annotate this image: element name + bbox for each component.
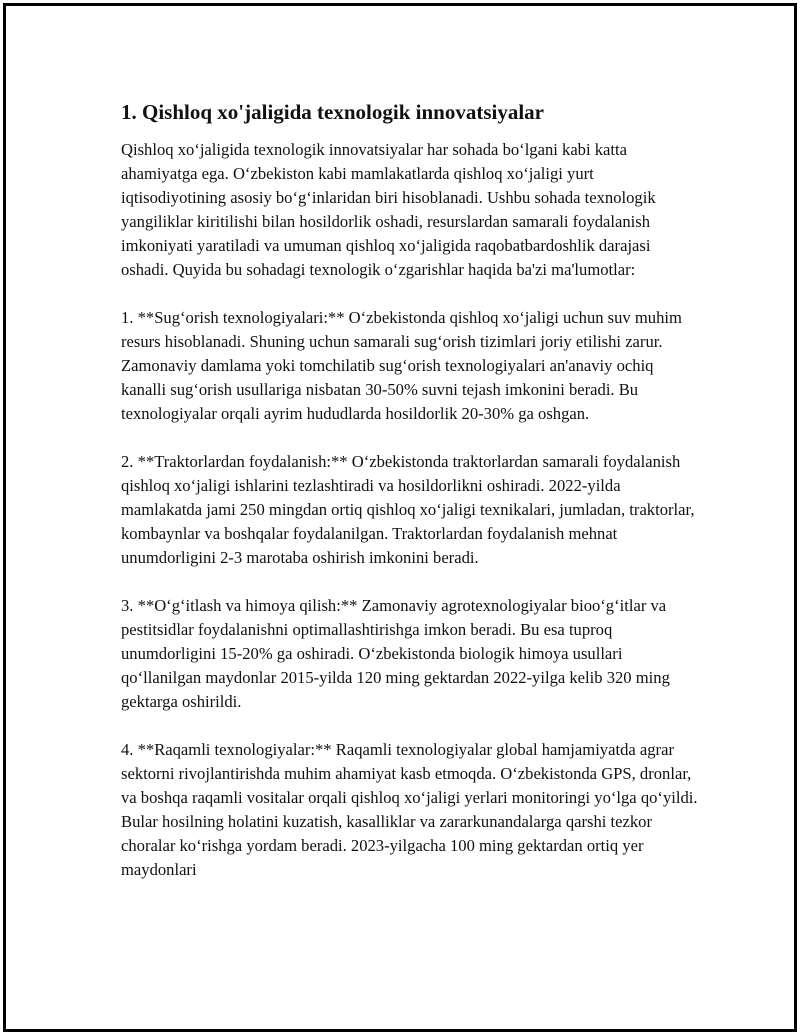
intro-paragraph: Qishloq xo‘jaligida texnologik innovatsiyalar har sohada bo‘lgani kabi katta ahamiyatga ega. O‘zbekiston kabi mamlakatlarda qishloq xo‘jaligi yurt iqtisodiyotining asosiy bo‘g‘inlaridan biri hisoblanadi. Ushbu sohada texnologik yangiliklar kiritilishi bilan hosildorlik oshadi, resurslardan samarali foydalanish imkoniyati yaratiladi va umuman qishloq xo‘jaligida raqobatbardoshlik darajasi oshadi. Quyida bu sohadagi texnologik o‘zgarishlar haqida ba'zi ma'lumotlar: [121, 140, 656, 279]
paragraph-irrigation: 1. **Sug‘orish texnologiyalari:** O‘zbekistonda qishloq xo‘jaligi uchun suv muhim resurs hisoblanadi. Shuning uchun samarali sug‘orish tizimlari joriy etilishi zarur. Zamonaviy damlama yoki tomchilatib sug‘orish texnologiyalari an'anaviy ochiq kanalli sug‘orish usullariga nisbatan 30-50% suvni tejash imkonini beradi. Bu texnologiyalar orqali ayrim hududlarda hosildorlik 20-30% ga oshgan. [121, 308, 682, 423]
section-heading: 1. Qishloq xo'jaligida texnologik innovatsiyalar [121, 100, 544, 124]
paragraph-tractors: 2. **Traktorlardan foydalanish:** O‘zbekistonda traktorlardan samarali foydalanish qishloq xo‘jaligi ishlarini tezlashtiradi va hosildorlikni oshiradi. 2022-yilda mamlakatda jami 250 mingdan ortiq qishloq xo‘jaligi texnikalari, jumladan, traktorlar, kombaynlar va boshqalar foydalanilgan. Traktorlardan foydalanish mehnat unumdorligini 2-3 marotaba oshirish imkonini beradi. [121, 452, 695, 567]
document-page [3, 3, 797, 1032]
document-body [121, 98, 701, 906]
paragraph-digital: 4. **Raqamli texnologiyalar:** Raqamli texnologiyalar global hamjamiyatda agrar sektorni rivojlantirishda muhim ahamiyat kasb etmoqda. O‘zbekistonda GPS, dronlar, va boshqa raqamli vositalar orqali qishloq xo‘jaligi yerlari monitoringi yo‘lga qo‘yildi. Bular hosilning holatini kuzatish, kasalliklar va zararkunandalarga qarshi tezkor choralar ko‘rishga yordam beradi. 2023-yilgacha 100 ming gektardan ortiq yer maydonlari [121, 740, 698, 879]
paragraph-fertilization: 3. **O‘g‘itlash va himoya qilish:** Zamonaviy agrotexnologiyalar bioo‘g‘itlar va pestitsidlar foydalanishni optimallashtirishga imkon beradi. Bu esa tuproq unumdorligini 15-20% ga oshiradi. O‘zbekistonda biologik himoya usullari qo‘llanilgan maydonlar 2015-yilda 120 ming gektardan 2022-yilga kelib 320 ming gektarga oshirildi. [121, 596, 670, 711]
